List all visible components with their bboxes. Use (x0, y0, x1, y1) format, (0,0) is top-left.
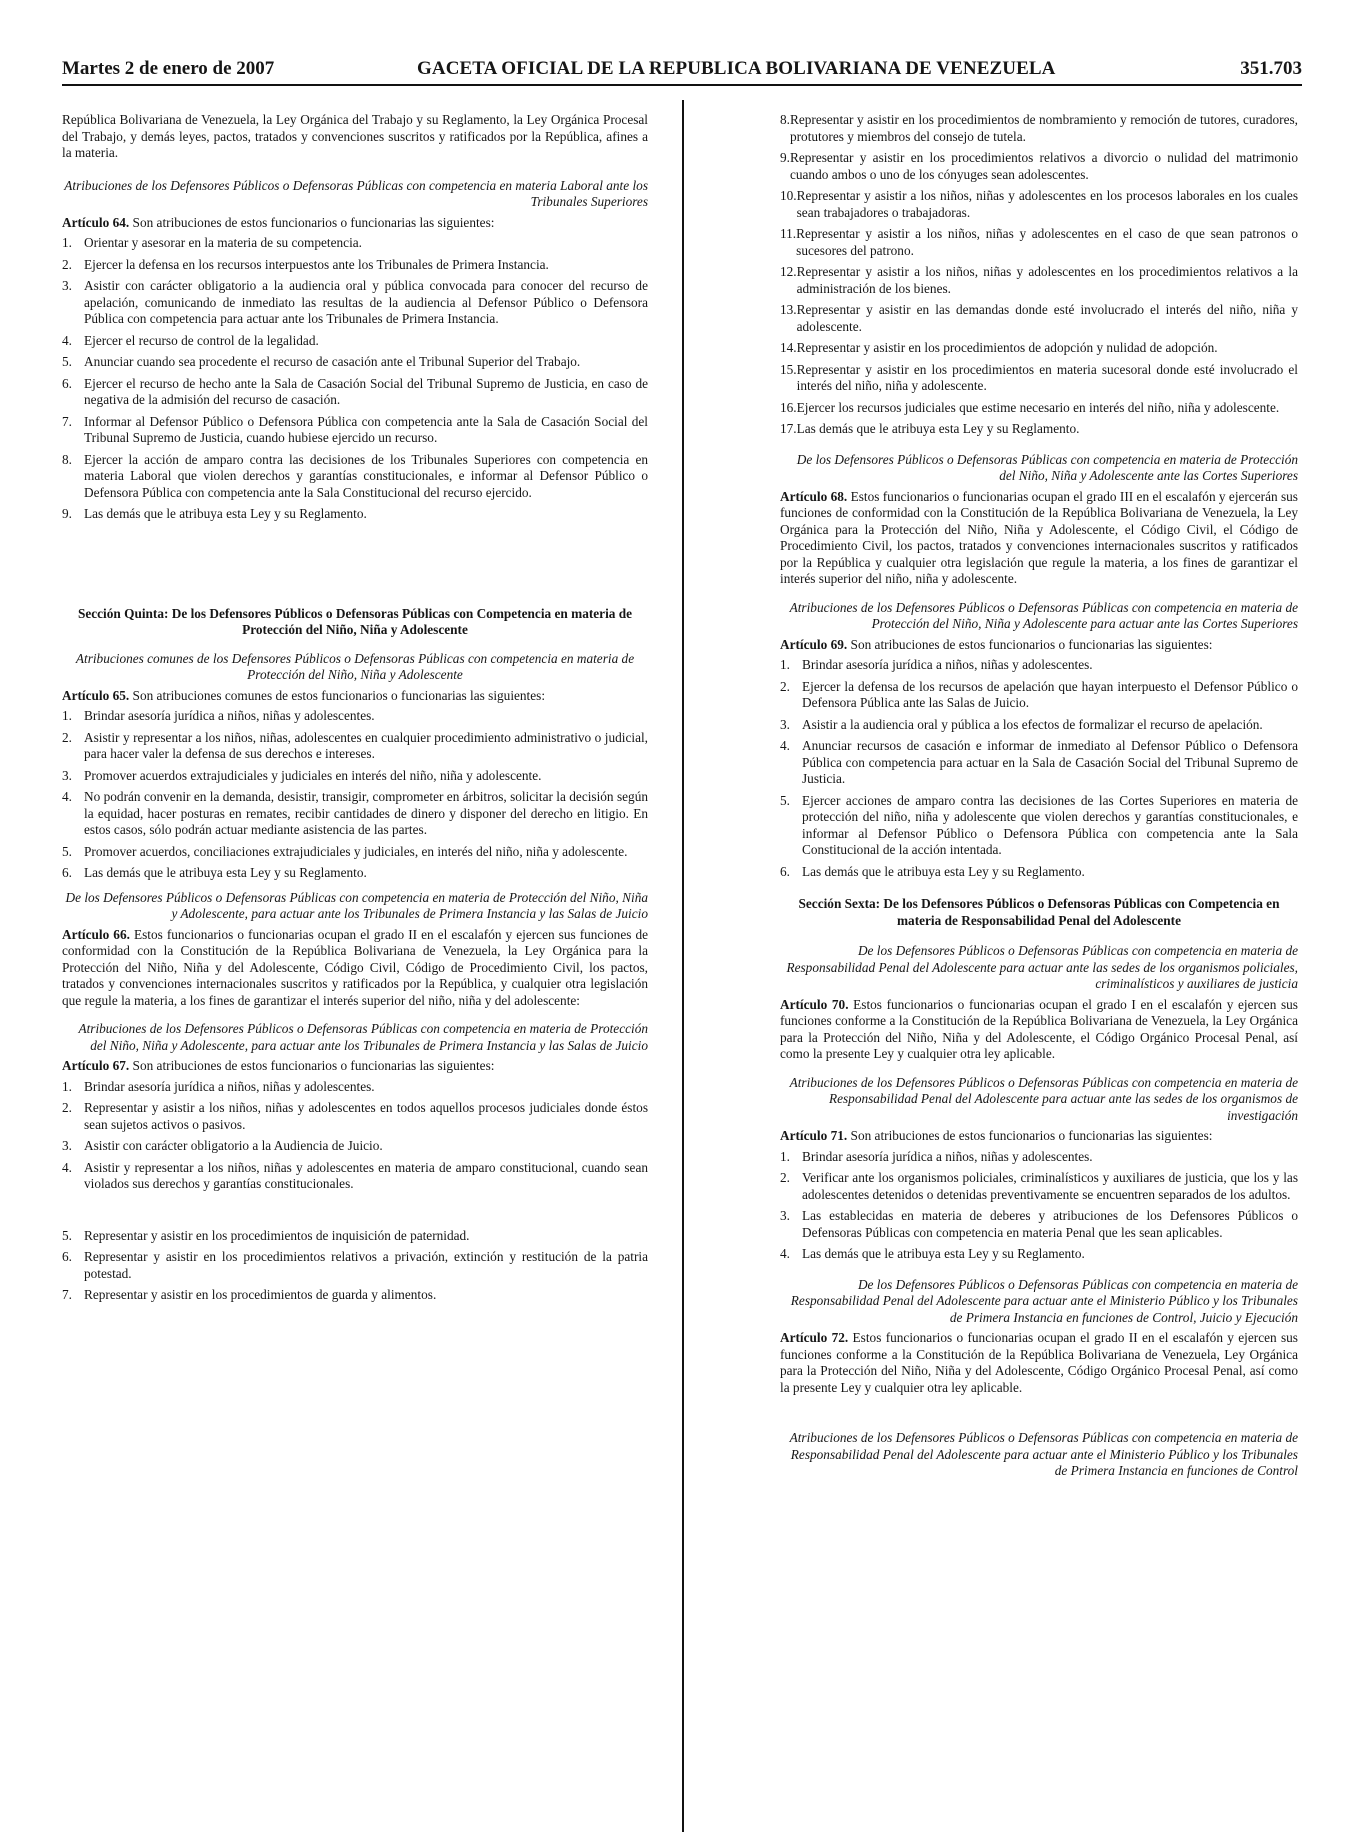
list-item (780, 150, 1298, 183)
article-72 (780, 1330, 1298, 1396)
list-item-number: 8. (780, 112, 790, 127)
list-item-number: 5. (62, 354, 72, 369)
list-item-number: 6. (62, 375, 72, 391)
list-item-number: 7. (62, 413, 72, 429)
list-item-number: 4. (62, 789, 72, 804)
list-item (780, 340, 1298, 357)
article-64-text: Son atribuciones de estos funcionarios o funcionarias las siguientes: (129, 214, 495, 230)
list-item (62, 1228, 648, 1245)
list-item-number: 17. (780, 421, 797, 436)
list-item-number: 9. (62, 506, 72, 521)
list-item (62, 278, 648, 328)
article-69 (780, 637, 1298, 654)
list-item (62, 1249, 648, 1282)
article-66 (62, 927, 648, 1010)
list-item-text: Orientar y asesorar en la materia de su competencia. (84, 235, 362, 250)
list-item (62, 708, 648, 725)
list-item-text: Ejercer acciones de amparo contra las decisiones de las Cortes Superiores en materia de protección del niño, niña y adolescente que violen derechos y garantías constitucionales, e informar al Defensor Público o Defensora Pública con competencia ante la Sala Constitucional de la acción intentada. (802, 792, 1298, 857)
list-item-text: Representar y asistir en los procedimientos de guarda y alimentos. (84, 1287, 437, 1302)
list-item (62, 506, 648, 523)
list-item-number: 8. (62, 451, 72, 467)
list-item-text: Informar al Defensor Público o Defensora Pública con competencia ante la Sala de Casación Social del Tribunal Supremo de Justicia, cuando hubiese ejercido un recurso. (84, 413, 648, 445)
list-item-text: Representar y asistir en los procedimientos de inquisición de paternidad. (84, 1227, 470, 1243)
list-item (780, 226, 1298, 259)
list-item-number: 13. (780, 302, 797, 317)
list-item-text: Promover acuerdos extrajudiciales y judiciales en interés del niño, niña y adolescente. (84, 767, 542, 783)
list-item-text: Representar y asistir en los procedimientos de adopción y nulidad de adopción. (796, 340, 1218, 355)
list-item (780, 864, 1298, 881)
list-item-number: 2. (780, 678, 790, 694)
article-71-list (780, 1149, 1298, 1263)
list-item (780, 793, 1298, 859)
intro-paragraph: República Bolivariana de Venezuela, la Ley Orgánica del Trabajo y su Reglamento, la Ley Orgánica Procesal del Trabajo, y demás leyes, pactos, tratados y convenciones suscritos y ratificados por la República, afines a la materia. (62, 112, 648, 160)
list-item (62, 865, 648, 882)
list-item-number: 2. (62, 729, 72, 745)
heading-art-64: Atribuciones de los Defensores Públicos o Defensoras Públicas con competencia en materia Laboral ante los Tribunales Superiores (64, 177, 648, 209)
column-divider (682, 100, 684, 1832)
list-item (62, 768, 648, 785)
list-item-text: Representar y asistir en los procedimientos en materia sucesoral donde esté involucrado el interés del niño, niña y adolescente. (796, 361, 1298, 393)
list-item-number: 5. (780, 792, 790, 808)
list-item-number: 3. (62, 1138, 72, 1153)
header-rule (62, 84, 1302, 86)
article-71 (780, 1128, 1298, 1145)
list-item-text: Ejercer el recurso de hecho ante la Sala de Casación Social del Tribunal Supremo de Justicia, en caso de negativa de la admisión del recurso de casación. (84, 375, 648, 407)
list-item-number: 12. (780, 264, 797, 279)
list-item-text: Anunciar recursos de casación e informar de inmediato al Defensor Público o Defensora Pública con competencia para actuar en la Sala de Casación Social del Tribunal Supremo de Justicia. (802, 738, 1298, 786)
list-item-number: 2. (62, 1100, 72, 1115)
list-item (780, 1149, 1298, 1166)
article-70-label: Artículo 70. (780, 996, 849, 1012)
heading-art-66: De los Defensores Públicos o Defensoras Públicas con competencia en materia de Protección del Niño, Niña y Adolescente, para actuar ante los Tribunales de Primera Instancia y las Salas de Juicio (65, 889, 648, 921)
article-68-text: Estos funcionarios o funcionarias ocupan el grado III en el escalafón y ejercerán sus funciones de conformidad con la Constitución de la República Bolivariana de Venezuela, la Ley Orgánica para la Protección del Niño, Niña y Adolescente, el Código Civil, el Código de Procedimiento Civil, los pactos, tratados y convenciones internacionales suscritos y ratificados por la República y cualquier otra legislación que regule la materia, a los fines de garantizar el interés superior del niño, niña y adolescente. (780, 488, 1298, 586)
list-item-text: Las demás que le atribuya esta Ley y su Reglamento. (802, 1246, 1085, 1261)
article-67 (62, 1058, 648, 1075)
list-item-number: 7. (62, 1287, 72, 1302)
list-item-number: 16. (780, 399, 797, 415)
list-item (780, 657, 1298, 674)
section-quinta-title: Sección Quinta: De los Defensores Públicos o Defensoras Públicas con Competencia en materia de Protección del Niño, Niña y Adolescente (77, 605, 633, 637)
heading-art-67: Atribuciones de los Defensores Públicos o Defensoras Públicas con competencia en materia de Protección del Niño, Niña y Adolescente, para actuar ante los Tribunales de Primera Instancia y las Salas de Juicio (78, 1021, 648, 1053)
list-item-text: Representar y asistir a los niños, niñas y adolescentes en el caso de que sean patronos o sucesores del patrono. (796, 226, 1298, 258)
list-item (780, 679, 1298, 712)
list-item-text: Brindar asesoría jurídica a niños, niñas y adolescentes. (802, 1148, 1093, 1164)
article-64 (62, 215, 648, 232)
list-item-number: 6. (62, 1249, 72, 1264)
list-item-text: No podrán convenir en la demanda, desistir, transigir, comprometer en árbitros, solicitar la decisión según la equidad, hacer posturas en remates, recibir cantidades de dinero y disponer del derecho en litigio. En estos casos, sólo podrán actuar mediante asistencia de las partes. (84, 789, 648, 837)
list-item (62, 452, 648, 502)
article-66-label: Artículo 66. (62, 926, 130, 942)
list-item-number: 3. (62, 767, 72, 783)
article-71-label: Artículo 71. (780, 1128, 848, 1143)
list-item-number: 1. (62, 1078, 72, 1094)
list-item (62, 354, 648, 371)
list-item-number: 1. (62, 235, 72, 250)
list-item-text: Brindar asesoría jurídica a niños, niñas y adolescentes. (84, 708, 375, 723)
list-item-number: 4. (62, 332, 72, 348)
list-item (780, 738, 1298, 788)
list-item-text: Asistir a la audiencia oral y pública a los efectos de formalizar el recurso de apelación. (802, 716, 1263, 732)
list-item (780, 717, 1298, 734)
heading-art-69: Atribuciones de los Defensores Públicos o Defensoras Públicas con competencia en materia de Protección del Niño, Niña y Adolescente para actuar ante las Cortes Superiores (789, 599, 1298, 631)
list-item-text: Asistir y representar a los niños, niñas y adolescentes en materia de amparo constitucional, cuando sean violados sus derechos y garantías constitucionales. (84, 1159, 648, 1191)
list-item (62, 414, 648, 447)
list-item (62, 1138, 648, 1155)
list-item (780, 1170, 1298, 1203)
list-item (62, 844, 648, 861)
article-67-label: Artículo 67. (62, 1058, 130, 1073)
list-item-text: Asistir y representar a los niños, niñas, adolescentes en cualquier procedimiento administrativo o judicial, para hacer valer la defensa de sus derechos e intereses. (84, 729, 648, 761)
article-67-list-right (780, 112, 1298, 438)
list-item-text: Las demás que le atribuya esta Ley y su Reglamento. (84, 506, 367, 521)
list-item-text: Ejercer el recurso de control de la legalidad. (84, 332, 319, 348)
list-item-number: 3. (780, 1208, 790, 1223)
list-item-text: Representar y asistir en las demandas donde esté involucrado el interés del niño, niña y adolescente. (796, 302, 1298, 334)
list-item-text: Anunciar cuando sea procedente el recurso de casación ante el Tribunal Superior del Trabajo. (84, 354, 581, 369)
article-67-list-continued (62, 1228, 648, 1304)
list-item-text: Representar y asistir a los niños, niñas y adolescentes en los procesos laborales en los cuales sean trabajadores o trabajadoras. (796, 188, 1298, 220)
list-item-number: 9. (780, 150, 790, 165)
list-item (62, 257, 648, 274)
list-item-text: Asistir con carácter obligatorio a la audiencia oral y pública convocada para conocer del recurso de apelación, comunicando de inmediato las resultas de la audiencia al Defensor Público o Defensora Pública con competencia para actuar ante los Tribunales de Primera Instancia. (84, 278, 648, 326)
article-66-text: Estos funcionarios o funcionarias ocupan el grado II en el escalafón y ejercen sus funciones de conformidad con la Constitución de la República Bolivariana de Venezuela, la Ley Orgánica para la Protección del Niño, Niña y del Adolescente, Código Civil, Código de Procedimiento Civil, los pactos, tratados y convenciones internacionales suscritos y ratificados por la República, y cualquier otra legislación que regule la materia, a los fines de garantizar el interés superior del niño, niña y del adolescente: (62, 926, 648, 1008)
article-64-label: Artículo 64. (62, 214, 130, 230)
list-item-text: Las demás que le atribuya esta Ley y su Reglamento. (84, 865, 367, 880)
list-item (62, 1079, 648, 1096)
article-64-list (62, 235, 648, 523)
list-item-text: Ejercer la defensa en los recursos interpuestos ante los Tribunales de Primera Instancia. (84, 256, 549, 272)
heading-art-71: Atribuciones de los Defensores Públicos o Defensoras Públicas con competencia en materia de Responsabilidad Penal del Adolescente para actuar ante las sedes de los organismos de investigación (789, 1074, 1298, 1123)
list-item-text: Las establecidas en materia de deberes y atribuciones de los Defensores Públicos o Defensoras Públicas con competencia en materia Penal que les sean aplicables. (802, 1208, 1298, 1240)
list-item-number: 14. (780, 340, 797, 355)
article-72-text: Estos funcionarios o funcionarias ocupan el grado II en el escalafón y ejercen sus funciones conforme a la Constitución de la República Bolivariana de Venezuela, Ley Orgánica para la Protección del Niño, Niña y del Adolescente, Código Orgánico Procesal Penal, así como la presente Ley y cualquier otra ley aplicable. (780, 1330, 1298, 1395)
list-item (780, 400, 1298, 417)
list-item-number: 1. (62, 708, 72, 723)
list-item (780, 1208, 1298, 1241)
list-item-number: 3. (62, 278, 72, 293)
article-65-list (62, 708, 648, 882)
list-item-text: Las demás que le atribuya esta Ley y su Reglamento. (796, 421, 1080, 436)
article-68 (780, 489, 1298, 588)
list-item-number: 5. (62, 1227, 72, 1243)
list-item-number: 4. (62, 1159, 72, 1175)
article-71-text: Son atribuciones de estos funcionarios o funcionarias las siguientes: (847, 1128, 1213, 1143)
heading-art-68: De los Defensores Públicos o Defensoras Públicas con competencia en materia de Protección del Niño, Niña y Adolescente ante las Cortes Superiores (796, 451, 1298, 483)
list-item-text: Representar y asistir a los niños, niñas y adolescentes en todos aquellos procesos judiciales donde éstos sean sujetos activos o pasivos. (84, 1100, 648, 1132)
header-date: Martes 2 de enero de 2007 (62, 58, 275, 79)
left-column (62, 112, 648, 1309)
heading-art-73: Atribuciones de los Defensores Públicos o Defensoras Públicas con competencia en materia de Responsabilidad Penal del Adolescente para actuar ante el Ministerio Público y los Tribunales de Primera Instancia en funciones de Control (789, 1430, 1298, 1478)
list-item-text: Ejercer los recursos judiciales que estime necesario en interés del niño, niña y adolescente. (796, 399, 1280, 415)
list-item (780, 362, 1298, 395)
list-item (62, 1160, 648, 1193)
list-item (780, 264, 1298, 297)
list-item-number: 10. (780, 188, 797, 203)
list-item (780, 1246, 1298, 1263)
list-item-text: Representar y asistir a los niños, niñas y adolescentes en los procedimientos relativos a la administración de los bienes. (796, 264, 1298, 296)
article-67-list (62, 1079, 648, 1193)
list-item-number: 1. (780, 657, 790, 672)
header-page-number: 351.703 (1240, 58, 1302, 79)
article-69-list (780, 657, 1298, 880)
heading-art-72: De los Defensores Públicos o Defensoras Públicas con competencia en materia de Responsabilidad Penal del Adolescente para actuar ante el Ministerio Público y los Tribunales de Primera Instancia en funciones de Control, Juicio y Ejecución (790, 1276, 1298, 1325)
list-item (780, 421, 1298, 438)
list-item-text: Representar y asistir en los procedimientos de nombramiento y remoción de tutores, curadores, protutores y miembros del consejo de tutela. (789, 112, 1298, 144)
list-item-text: Brindar asesoría jurídica a niños, niñas y adolescentes. (84, 1078, 375, 1094)
list-item (780, 302, 1298, 335)
list-item (62, 376, 648, 409)
list-item (62, 1287, 648, 1304)
right-column (780, 112, 1298, 1484)
list-item-number: 2. (62, 256, 72, 272)
list-item-text: Verificar ante los organismos policiales, criminalísticos y auxiliares de justicia, que los y las adolescentes detenidos o detenidas preventivamente se encuentren separados de los adultos. (802, 1170, 1298, 1202)
article-68-label: Artículo 68. (780, 488, 848, 504)
list-item-number: 15. (780, 361, 797, 377)
list-item (62, 235, 648, 252)
list-item (62, 1100, 648, 1133)
header-title: GACETA OFICIAL DE LA REPUBLICA BOLIVARIANA DE VENEZUELA (417, 58, 1056, 79)
article-65 (62, 688, 648, 705)
list-item-number: 4. (780, 738, 790, 753)
heading-art-65: Atribuciones comunes de los Defensores Públicos o Defensoras Públicas con competencia en materia de Protección del Niño, Niña y Adolescente (75, 650, 635, 682)
article-65-text: Son atribuciones comunes de estos funcionarios o funcionarias las siguientes: (129, 687, 546, 703)
list-item-text: Representar y asistir en los procedimientos relativos a privación, extinción y restitución de la patria potestad. (84, 1249, 648, 1281)
list-item (62, 730, 648, 763)
list-item-number: 3. (780, 716, 790, 732)
article-70-text: Estos funcionarios o funcionarias ocupan el grado I en el escalafón y ejercen sus funciones conforme a la Constitución de la República Bolivariana de Venezuela, la Ley Orgánica para la Protección del Niño, Niña y del Adolescente, el Código Orgánico Procesal Penal, así como la presente Ley y cualquier otra ley aplicable. (780, 996, 1298, 1061)
list-item-number: 6. (780, 863, 790, 879)
article-72-label: Artículo 72. (780, 1330, 849, 1345)
list-item-number: 2. (780, 1170, 790, 1185)
list-item-number: 5. (62, 843, 72, 859)
article-67-text: Son atribuciones de estos funcionarios o funcionarias las siguientes: (129, 1058, 495, 1073)
list-item-text: Representar y asistir en los procedimientos relativos a divorcio o nulidad del matrimonio cuando ambos o uno de los cónyuges sean adolescentes. (789, 150, 1298, 182)
list-item-text: Brindar asesoría jurídica a niños, niñas y adolescentes. (802, 657, 1093, 672)
list-item-text: Promover acuerdos, conciliaciones extrajudiciales y judiciales, en interés del niño, niña y adolescente. (84, 843, 628, 859)
list-item-text: Ejercer la acción de amparo contra las decisiones de los Tribunales Superiores con competencia en materia Laboral que violen derechos y garantías constitucionales, e informar al Defensor Público o Defensora Pública con competencia ante la Sala Constitucional del recurso ejercido. (84, 451, 648, 500)
list-item-number: 11. (780, 226, 797, 241)
article-69-label: Artículo 69. (780, 636, 848, 652)
list-item-text: Las demás que le atribuya esta Ley y su Reglamento. (802, 863, 1085, 879)
list-item-number: 4. (780, 1246, 790, 1261)
list-item-text: Ejercer la defensa de los recursos de apelación que hayan interpuesto el Defensor Público o Defensora Pública ante las Salas de Juicio. (802, 678, 1298, 710)
list-item (62, 789, 648, 839)
article-65-label: Artículo 65. (62, 687, 130, 703)
list-item-number: 1. (780, 1148, 790, 1164)
article-69-text: Son atribuciones de estos funcionarios o funcionarias las siguientes: (847, 636, 1213, 652)
list-item (62, 333, 648, 350)
section-sexta-title: Sección Sexta: De los Defensores Públicos o Defensoras Públicas con Competencia en materia de Responsabilidad Penal del Adolescente (798, 896, 1280, 928)
list-item (780, 112, 1298, 145)
list-item-text: Asistir con carácter obligatorio a la Audiencia de Juicio. (84, 1138, 383, 1153)
article-70 (780, 997, 1298, 1063)
list-item-number: 6. (62, 865, 72, 880)
list-item (780, 188, 1298, 221)
heading-art-70: De los Defensores Públicos o Defensoras Públicas con competencia en materia de Responsabilidad Penal del Adolescente para actuar ante las sedes de los organismos policiales, criminalísticos y auxiliares de justicia (786, 943, 1298, 991)
